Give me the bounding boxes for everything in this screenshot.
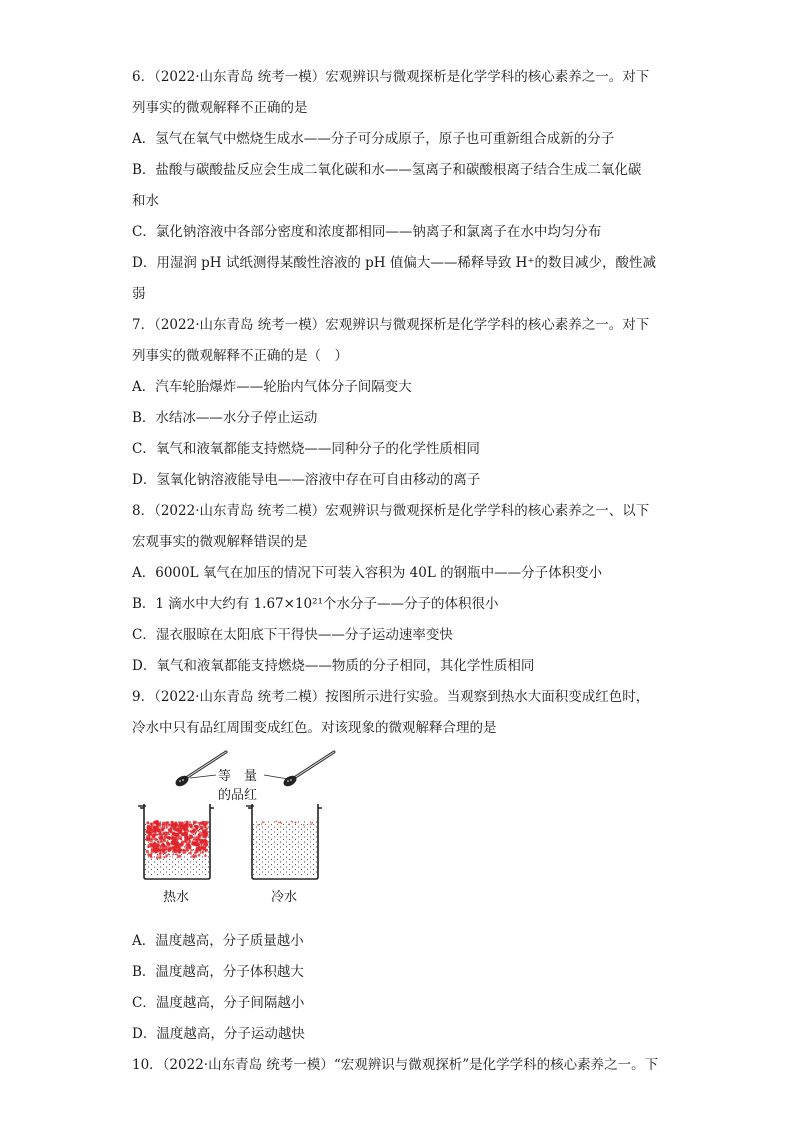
question-6 — [132, 62, 662, 310]
option-b: B．1 滴水中大约有 1.67×10²¹个水分子——分子的体积很小 — [132, 596, 499, 612]
option-b: B．盐酸与碳酸盐反应会生成二氧化碳和水——氢离子和碳酸根离子结合生成二氧化碳 — [132, 162, 642, 178]
option-b: B．温度越高，分子体积越大 — [132, 964, 304, 980]
experiment-figure — [132, 748, 662, 926]
question-stem-line: 列事实的微观解释不正确的是（ ） — [132, 348, 348, 364]
question-stem-line: 6．（2022·山东青岛 统考一模）宏观辨识与微观探析是化学学科的核心素养之一。对下 — [132, 69, 650, 85]
option-b: B．水结冰——水分子停止运动 — [132, 410, 318, 426]
figure-label-dye: 的品红 — [218, 788, 258, 803]
option-c: C．氯化钠溶液中各部分密度和浓度都相同——钠离子和氯离子在水中均匀分布 — [132, 224, 602, 240]
hot-water-label: 热水 — [163, 890, 190, 905]
question-8 — [132, 496, 662, 682]
option-d: D．氢氧化钠溶液能导电——溶液中存在可自由移动的离子 — [132, 472, 481, 488]
option-a: A．温度越高，分子质量越小 — [132, 933, 304, 949]
question-stem-line: 8．（2022·山东青岛 统考二模）宏观辨识与微观探析是化学学科的核心素养之一、以下 — [132, 503, 650, 519]
question-9 — [132, 682, 662, 1050]
question-stem-line: 列事实的微观解释不正确的是 — [132, 100, 308, 116]
question-stem-line: 冷水中只有品红周围变成红色。对该现象的微观解释合理的是 — [132, 720, 497, 736]
document-page — [132, 62, 662, 1081]
cold-water-label: 冷水 — [271, 890, 298, 905]
question-7 — [132, 310, 662, 496]
option-d-continued: 弱 — [132, 286, 146, 302]
option-a: A．汽车轮胎爆炸——轮胎内气体分子间隔变大 — [132, 379, 412, 395]
option-b-continued: 和水 — [132, 193, 159, 209]
question-stem-line: 7．（2022·山东青岛 统考一模）宏观辨识与微观探析是化学学科的核心素养之一。对下 — [132, 317, 650, 333]
option-c: C．湿衣服晾在太阳底下干得快——分子运动速率变快 — [132, 627, 453, 643]
question-stem-line: 10．（2022·山东青岛 统考一模）“宏观辨识与微观探析”是化学学科的核心素养之一。下 — [132, 1057, 659, 1073]
question-stem-line: 9．（2022·山东青岛 统考二模）按图所示进行实验。当观察到热水大面积变成红色时， — [132, 689, 650, 705]
hot-water-beaker — [138, 804, 214, 879]
option-d: D．温度越高，分子运动越快 — [132, 1026, 305, 1042]
option-c: C．氧气和液氧都能支持燃烧——同种分子的化学性质相同 — [132, 441, 480, 457]
question-stem-line: 宏观事实的微观解释错误的是 — [132, 534, 308, 550]
option-c: C．温度越高，分子间隔越小 — [132, 995, 305, 1011]
option-d: D．用湿润 pH 试纸测得某酸性溶液的 pH 值偏大——稀释导致 H⁺的数目减少，酸性减 — [132, 255, 657, 271]
cold-water-beaker — [246, 804, 322, 879]
right-spoon-icon — [282, 752, 334, 788]
option-a: A．氢气在氧气中燃烧生成水——分子可分成原子，原子也可重新组合成新的分子 — [132, 131, 615, 147]
figure-label-equal-amount: 等 量 — [218, 769, 258, 784]
option-a: A．6000L 氧气在加压的情况下可装入容积为 40L 的钢瓶中——分子体积变小 — [132, 565, 603, 581]
question-10 — [132, 1050, 662, 1081]
option-d: D．氧气和液氧都能支持燃烧——物质的分子相同，其化学性质相同 — [132, 658, 535, 674]
